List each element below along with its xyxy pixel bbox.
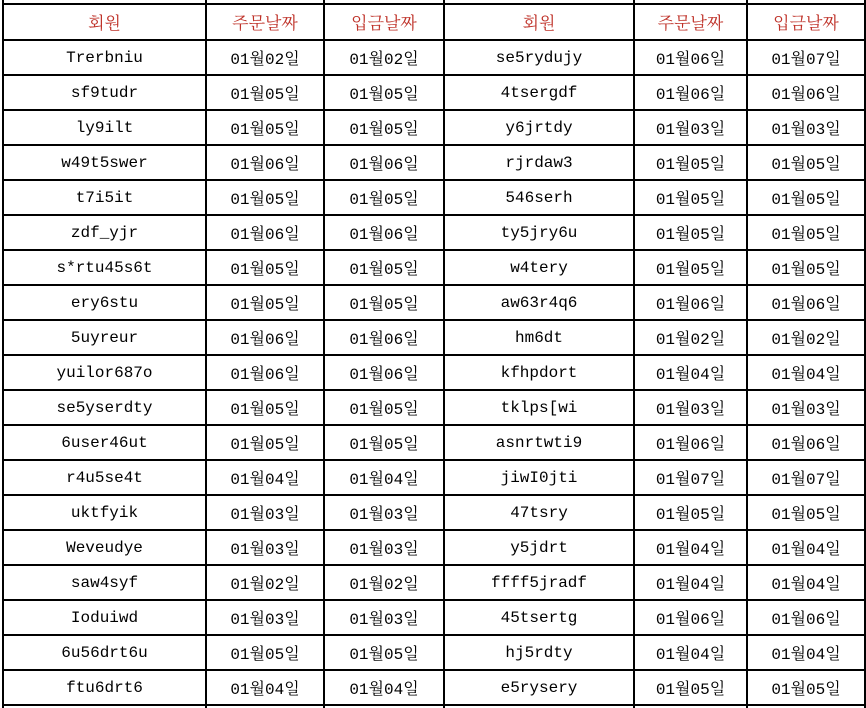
- order-date-cell: 01월03일: [634, 110, 747, 145]
- order-date-cell: 01월02일: [206, 40, 324, 75]
- table-row: [3, 40, 865, 75]
- order-date-cell: 01월03일: [206, 600, 324, 635]
- deposit-date-cell: 01월05일: [324, 250, 444, 285]
- order-date-cell: 01월06일: [634, 600, 747, 635]
- member-cell: 45tsertg: [444, 600, 634, 635]
- deposit-date-cell: 01월04일: [747, 530, 865, 565]
- member-cell: 4tsergdf: [444, 75, 634, 110]
- order-date-cell: 01월04일: [206, 460, 324, 495]
- deposit-date-cell: 01월03일: [747, 110, 865, 145]
- table-row: [3, 355, 865, 390]
- deposit-date-cell: 01월03일: [747, 390, 865, 425]
- member-cell: ffff5jradf: [444, 565, 634, 600]
- member-cell: sf9tudr: [3, 75, 206, 110]
- member-cell: 6u56drt6u: [3, 635, 206, 670]
- table-row: [3, 215, 865, 250]
- order-date-cell: 01월04일: [634, 355, 747, 390]
- member-cell: jiwI0jti: [444, 460, 634, 495]
- order-date-cell: 01월04일: [634, 565, 747, 600]
- order-date-cell: 01월05일: [206, 250, 324, 285]
- deposit-date-cell: 01월05일: [747, 250, 865, 285]
- deposit-date-cell: 01월07일: [747, 40, 865, 75]
- member-cell: w49t5swer: [3, 145, 206, 180]
- order-date-cell: 01월03일: [206, 495, 324, 530]
- member-cell: 47tsry: [444, 495, 634, 530]
- deposit-date-cell: 01월05일: [324, 635, 444, 670]
- deposit-date-cell: 01월05일: [747, 495, 865, 530]
- table-row: [3, 530, 865, 565]
- order-date-cell: 01월06일: [206, 215, 324, 250]
- order-date-cell: 01월06일: [634, 75, 747, 110]
- order-date-cell: 01월02일: [634, 320, 747, 355]
- table-body: [3, 0, 865, 708]
- member-cell: asnrtwti9: [444, 425, 634, 460]
- deposit-date-cell: 01월03일: [324, 530, 444, 565]
- order-date-cell: 01월06일: [206, 320, 324, 355]
- member-cell: y5jdrt: [444, 530, 634, 565]
- column-header-deposit-date: 입금날짜: [747, 4, 865, 40]
- table-row: [3, 600, 865, 635]
- table-row: [3, 425, 865, 460]
- table-row: [3, 110, 865, 145]
- deposit-date-cell: 01월05일: [324, 390, 444, 425]
- deposit-date-cell: 01월06일: [747, 75, 865, 110]
- table-row: [3, 565, 865, 600]
- member-cell: se5rydujy: [444, 40, 634, 75]
- deposit-date-cell: 01월04일: [747, 565, 865, 600]
- order-date-cell: 01월05일: [634, 670, 747, 705]
- member-cell: t7i5it: [3, 180, 206, 215]
- table-row: [3, 320, 865, 355]
- deposit-date-cell: 01월04일: [747, 635, 865, 670]
- member-cell: kfhpdort: [444, 355, 634, 390]
- deposit-date-cell: 01월06일: [324, 355, 444, 390]
- member-cell: 546serh: [444, 180, 634, 215]
- column-header-member: 회원: [444, 4, 634, 40]
- member-cell: zdf_yjr: [3, 215, 206, 250]
- order-date-cell: 01월05일: [206, 635, 324, 670]
- table-row: [3, 670, 865, 705]
- member-cell: e5rysery: [444, 670, 634, 705]
- deposit-date-cell: 01월05일: [324, 75, 444, 110]
- order-date-cell: 01월05일: [206, 110, 324, 145]
- order-date-cell: 01월06일: [206, 355, 324, 390]
- column-header-member: 회원: [3, 4, 206, 40]
- deposit-date-cell: 01월03일: [324, 600, 444, 635]
- table-row: [3, 145, 865, 180]
- order-date-cell: 01월06일: [634, 40, 747, 75]
- deposit-date-cell: 01월06일: [324, 215, 444, 250]
- member-cell: hj5rdty: [444, 635, 634, 670]
- order-date-cell: 01월05일: [634, 180, 747, 215]
- member-cell: 6user46ut: [3, 425, 206, 460]
- deposit-date-cell: 01월05일: [747, 145, 865, 180]
- order-date-cell: 01월06일: [634, 285, 747, 320]
- deposit-date-cell: 01월02일: [747, 320, 865, 355]
- deposit-date-cell: 01월03일: [324, 495, 444, 530]
- order-date-cell: 01월06일: [634, 425, 747, 460]
- table-row: [3, 285, 865, 320]
- deposit-date-cell: 01월06일: [324, 320, 444, 355]
- order-date-cell: 01월04일: [634, 530, 747, 565]
- order-date-cell: 01월06일: [206, 145, 324, 180]
- table-row: [3, 635, 865, 670]
- order-date-cell: 01월05일: [206, 425, 324, 460]
- deposit-date-cell: 01월04일: [324, 460, 444, 495]
- column-header-order-date: 주문날짜: [206, 4, 324, 40]
- deposit-date-cell: 01월05일: [324, 285, 444, 320]
- member-cell: ly9ilt: [3, 110, 206, 145]
- order-date-cell: 01월05일: [206, 285, 324, 320]
- deposit-date-cell: 01월02일: [324, 40, 444, 75]
- order-date-cell: 01월03일: [634, 390, 747, 425]
- order-date-cell: 01월05일: [634, 145, 747, 180]
- member-cell: r4u5se4t: [3, 460, 206, 495]
- member-dates-table: [2, 0, 866, 708]
- member-cell: yuilor687o: [3, 355, 206, 390]
- deposit-date-cell: 01월05일: [747, 215, 865, 250]
- member-cell: Weveudye: [3, 530, 206, 565]
- member-cell: Trerbniu: [3, 40, 206, 75]
- column-header-order-date: 주문날짜: [634, 4, 747, 40]
- member-cell: rjrdaw3: [444, 145, 634, 180]
- order-date-cell: 01월04일: [634, 635, 747, 670]
- deposit-date-cell: 01월04일: [747, 355, 865, 390]
- member-cell: hm6dt: [444, 320, 634, 355]
- order-date-cell: 01월07일: [634, 460, 747, 495]
- member-cell: ftu6drt6: [3, 670, 206, 705]
- deposit-date-cell: 01월05일: [324, 110, 444, 145]
- order-date-cell: 01월05일: [206, 180, 324, 215]
- deposit-date-cell: 01월05일: [747, 180, 865, 215]
- header-row: [3, 4, 865, 40]
- table-row: [3, 390, 865, 425]
- member-cell: s*rtu45s6t: [3, 250, 206, 285]
- order-date-cell: 01월02일: [206, 565, 324, 600]
- order-date-cell: 01월05일: [634, 495, 747, 530]
- table-row: [3, 75, 865, 110]
- order-date-cell: 01월03일: [206, 530, 324, 565]
- member-cell: y6jrtdy: [444, 110, 634, 145]
- deposit-date-cell: 01월05일: [324, 425, 444, 460]
- deposit-date-cell: 01월04일: [324, 670, 444, 705]
- member-cell: saw4syf: [3, 565, 206, 600]
- deposit-date-cell: 01월06일: [324, 145, 444, 180]
- deposit-date-cell: 01월06일: [747, 285, 865, 320]
- table-row: [3, 495, 865, 530]
- member-cell: ery6stu: [3, 285, 206, 320]
- table-row: [3, 180, 865, 215]
- deposit-date-cell: 01월02일: [324, 565, 444, 600]
- order-date-cell: 01월05일: [206, 390, 324, 425]
- deposit-date-cell: 01월06일: [747, 600, 865, 635]
- member-cell: Ioduiwd: [3, 600, 206, 635]
- member-cell: se5yserdty: [3, 390, 206, 425]
- order-date-cell: 01월05일: [634, 250, 747, 285]
- table-row: [3, 250, 865, 285]
- deposit-date-cell: 01월05일: [747, 670, 865, 705]
- member-cell: w4tery: [444, 250, 634, 285]
- deposit-date-cell: 01월06일: [747, 425, 865, 460]
- member-cell: aw63r4q6: [444, 285, 634, 320]
- member-cell: uktfyik: [3, 495, 206, 530]
- table-row: [3, 460, 865, 495]
- order-date-cell: 01월04일: [206, 670, 324, 705]
- deposit-date-cell: 01월07일: [747, 460, 865, 495]
- member-cell: ty5jry6u: [444, 215, 634, 250]
- order-date-cell: 01월05일: [206, 75, 324, 110]
- member-cell: 5uyreur: [3, 320, 206, 355]
- deposit-date-cell: 01월05일: [324, 180, 444, 215]
- order-date-cell: 01월05일: [634, 215, 747, 250]
- member-cell: tklps[wi: [444, 390, 634, 425]
- column-header-deposit-date: 입금날짜: [324, 4, 444, 40]
